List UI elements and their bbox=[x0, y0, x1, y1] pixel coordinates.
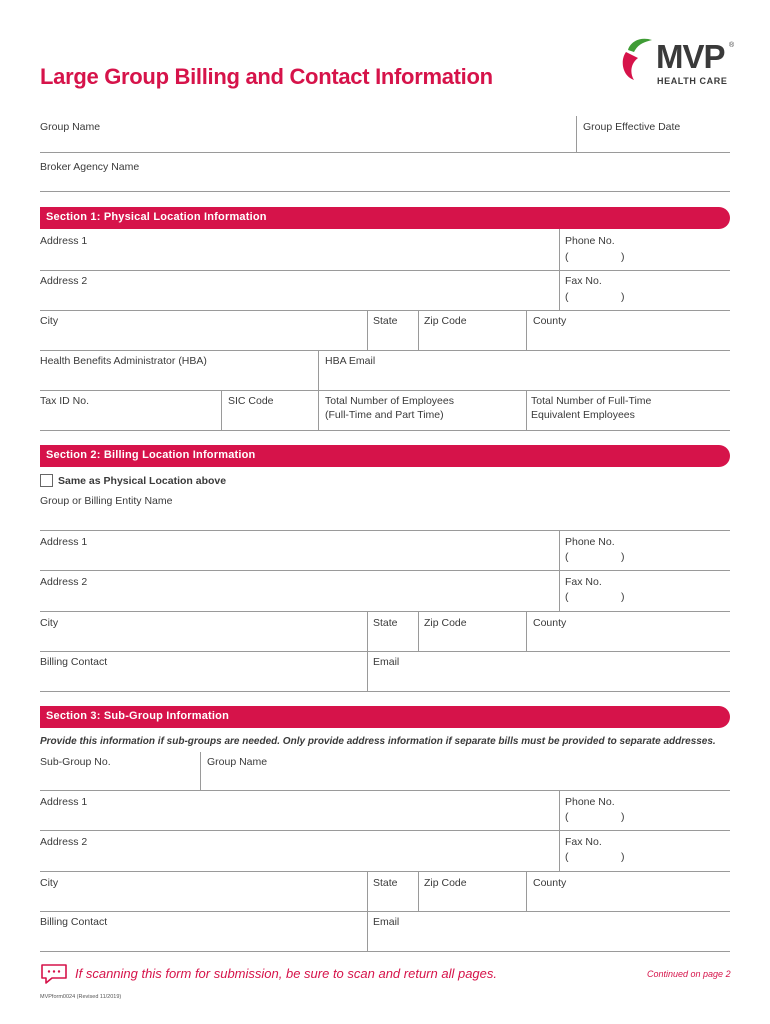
s2-address2-field[interactable] bbox=[40, 611, 730, 612]
s2-state-label: State bbox=[373, 617, 398, 629]
divider bbox=[418, 871, 419, 911]
s1-fax-label: Fax No. bbox=[565, 275, 602, 287]
s1-tax-id-label: Tax ID No. bbox=[40, 395, 90, 407]
s1-hba-label: Health Benefits Administrator (HBA) bbox=[40, 355, 207, 367]
s3-billing-contact-field[interactable] bbox=[40, 951, 730, 952]
s1-tax-field[interactable] bbox=[40, 430, 730, 431]
section-1-header bbox=[40, 207, 730, 229]
divider bbox=[318, 390, 319, 430]
section-2-header bbox=[40, 445, 730, 467]
s1-fte-sublabel: Equivalent Employees bbox=[531, 409, 635, 421]
s2-zip-label: Zip Code bbox=[424, 617, 467, 629]
s3-phone-label: Phone No. bbox=[565, 796, 615, 808]
s2-city-field[interactable] bbox=[40, 651, 730, 652]
s3-address1-field[interactable] bbox=[40, 830, 730, 831]
divider bbox=[526, 871, 527, 911]
s2-fax-label: Fax No. bbox=[565, 576, 602, 588]
s3-instructions: Provide this information if sub-groups are needed. Only provide address information if separate bills must be provided to separate addresses. bbox=[40, 736, 716, 747]
s2-phone-label: Phone No. bbox=[565, 536, 615, 548]
s1-fax-close-paren: ) bbox=[621, 291, 625, 303]
divider bbox=[367, 651, 368, 691]
group-name-field[interactable] bbox=[40, 152, 730, 153]
s1-city-label: City bbox=[40, 315, 59, 327]
divider bbox=[559, 790, 560, 830]
s1-total-employees-sublabel: (Full-Time and Part Time) bbox=[325, 409, 444, 421]
s2-email-label: Email bbox=[373, 656, 400, 668]
section-1-title: Section 1: Physical Location Information bbox=[46, 211, 267, 223]
divider bbox=[200, 752, 201, 790]
s2-address2-label: Address 2 bbox=[40, 576, 88, 588]
s3-county-label: County bbox=[533, 877, 567, 889]
s3-group-name-label: Group Name bbox=[207, 756, 268, 768]
scan-instructions: If scanning this form for submission, be sure to scan and return all pages. bbox=[75, 966, 497, 981]
divider bbox=[526, 390, 527, 430]
chat-bubble-icon bbox=[40, 963, 68, 985]
s2-billing-contact-field[interactable] bbox=[40, 691, 730, 692]
s3-fax-close-paren: ) bbox=[621, 851, 625, 863]
page-title: Large Group Billing and Contact Information bbox=[40, 64, 493, 89]
divider bbox=[367, 911, 368, 951]
s1-fte-label: Total Number of Full-Time bbox=[531, 395, 652, 407]
divider bbox=[318, 350, 319, 390]
s2-city-label: City bbox=[40, 617, 59, 629]
s1-city-field[interactable] bbox=[40, 350, 730, 351]
s2-billing-contact-label: Billing Contact bbox=[40, 656, 108, 668]
s1-state-label: State bbox=[373, 315, 398, 327]
s3-city-field[interactable] bbox=[40, 911, 730, 912]
s1-address2-field[interactable] bbox=[40, 310, 730, 311]
s1-phone-close-paren: ) bbox=[621, 251, 625, 263]
s3-state-label: State bbox=[373, 877, 398, 889]
s3-address1-label: Address 1 bbox=[40, 796, 88, 808]
continued-note: Continued on page 2 bbox=[647, 969, 731, 979]
s3-billing-contact-label: Billing Contact bbox=[40, 916, 108, 928]
divider bbox=[367, 871, 368, 911]
s1-phone-open-paren: ( bbox=[565, 251, 569, 263]
form-code: MVPform0024 (Revised 11/2019) bbox=[40, 994, 122, 1000]
s3-email-label: Email bbox=[373, 916, 400, 928]
divider bbox=[559, 530, 560, 570]
divider bbox=[367, 310, 368, 350]
s1-hba-email-label: HBA Email bbox=[325, 355, 376, 367]
s3-zip-label: Zip Code bbox=[424, 877, 467, 889]
s2-phone-open-paren: ( bbox=[565, 551, 569, 563]
divider bbox=[418, 310, 419, 350]
divider bbox=[559, 270, 560, 310]
s2-county-label: County bbox=[533, 617, 567, 629]
s2-entity-name-field[interactable] bbox=[40, 530, 730, 531]
s3-address2-label: Address 2 bbox=[40, 836, 88, 848]
group-name-label: Group Name bbox=[40, 121, 101, 133]
s1-hba-field[interactable] bbox=[40, 390, 730, 391]
logo-subtitle: HEALTH CARE bbox=[657, 76, 728, 86]
same-as-physical-label: Same as Physical Location above bbox=[58, 475, 227, 487]
s3-fax-label: Fax No. bbox=[565, 836, 602, 848]
divider bbox=[559, 229, 560, 270]
s2-address1-label: Address 1 bbox=[40, 536, 88, 548]
s3-city-label: City bbox=[40, 877, 59, 889]
s1-total-employees-label: Total Number of Employees bbox=[325, 395, 454, 407]
same-as-physical-checkbox[interactable] bbox=[40, 474, 53, 487]
group-effective-date-label: Group Effective Date bbox=[583, 121, 681, 133]
s3-phone-open-paren: ( bbox=[565, 811, 569, 823]
broker-agency-label: Broker Agency Name bbox=[40, 161, 140, 173]
divider bbox=[559, 830, 560, 871]
divider bbox=[367, 611, 368, 651]
s3-subgroup-field[interactable] bbox=[40, 790, 730, 791]
section-2-title: Section 2: Billing Location Information bbox=[46, 449, 256, 461]
s3-address2-field[interactable] bbox=[40, 871, 730, 872]
s2-entity-name-label: Group or Billing Entity Name bbox=[40, 495, 173, 507]
s3-phone-close-paren: ) bbox=[621, 811, 625, 823]
s1-address2-label: Address 2 bbox=[40, 275, 88, 287]
s1-phone-label: Phone No. bbox=[565, 235, 615, 247]
s1-county-label: County bbox=[533, 315, 567, 327]
s1-zip-label: Zip Code bbox=[424, 315, 467, 327]
divider bbox=[526, 611, 527, 651]
s1-address1-field[interactable] bbox=[40, 270, 730, 271]
s1-sic-label: SIC Code bbox=[228, 395, 274, 407]
s1-fax-open-paren: ( bbox=[565, 291, 569, 303]
broker-agency-field[interactable] bbox=[40, 191, 730, 192]
divider bbox=[221, 390, 222, 430]
section-3-title: Section 3: Sub-Group Information bbox=[46, 710, 230, 722]
logo-registered-mark: ® bbox=[729, 42, 735, 49]
divider bbox=[418, 611, 419, 651]
s1-address1-label: Address 1 bbox=[40, 235, 88, 247]
divider bbox=[559, 570, 560, 611]
section-3-header bbox=[40, 706, 730, 728]
logo-wordmark: MVP bbox=[656, 38, 725, 75]
s2-phone-close-paren: ) bbox=[621, 551, 625, 563]
divider bbox=[526, 310, 527, 350]
s2-fax-close-paren: ) bbox=[621, 591, 625, 603]
s3-subgroup-no-label: Sub-Group No. bbox=[40, 756, 111, 768]
divider bbox=[576, 116, 577, 152]
s2-fax-open-paren: ( bbox=[565, 591, 569, 603]
s2-address1-field[interactable] bbox=[40, 570, 730, 571]
s3-fax-open-paren: ( bbox=[565, 851, 569, 863]
